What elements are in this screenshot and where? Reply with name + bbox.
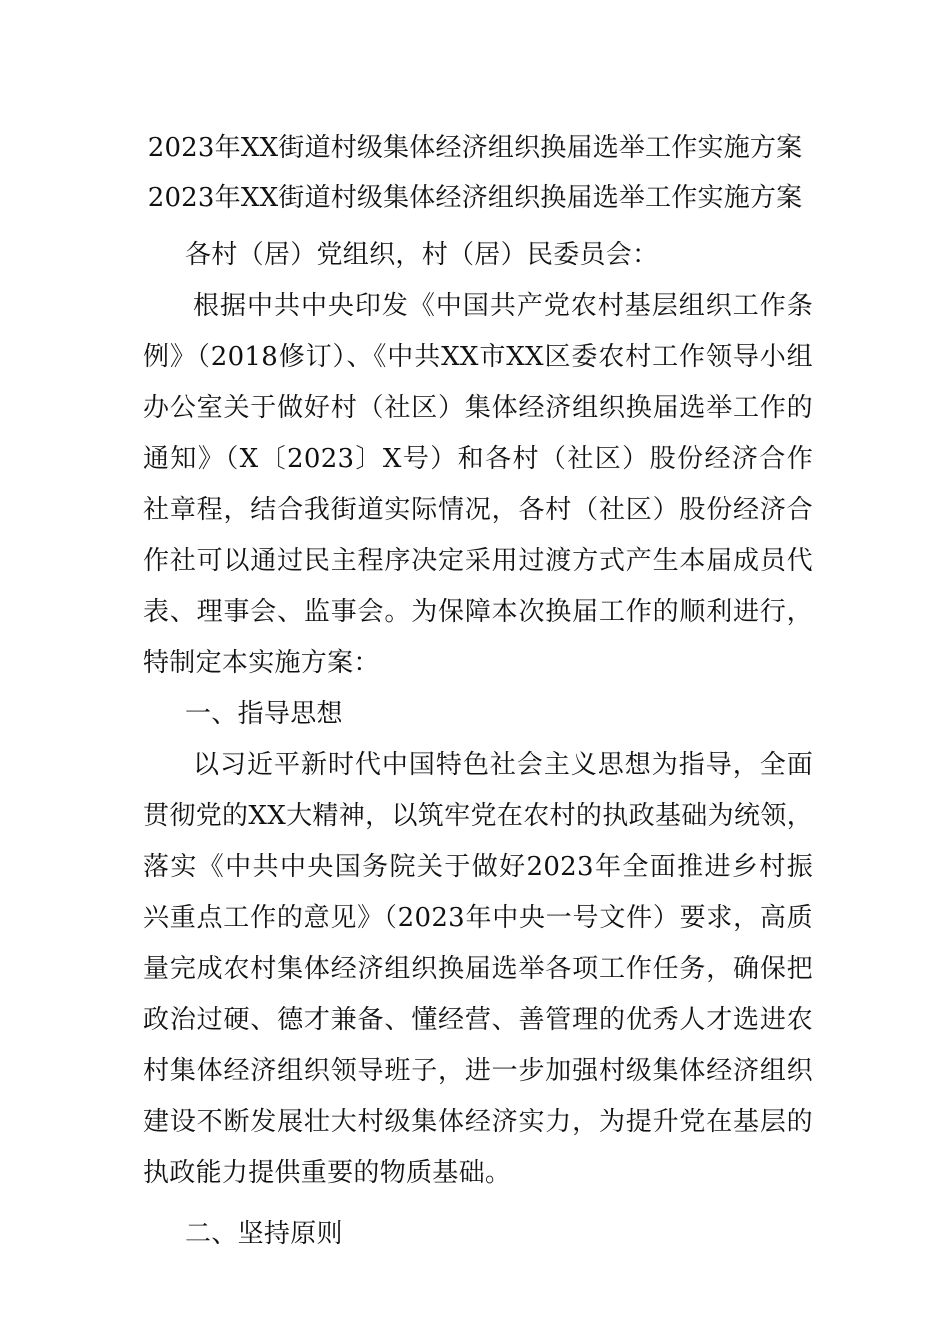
salutation: 各村（居）党组织，村（居）民委员会： (185, 240, 659, 270)
document-title: 2023年XX街道村级集体经济组织换届选举工作实施方案 (147, 133, 803, 163)
section-heading-guiding-ideology: 一、指导思想 (185, 699, 343, 729)
section-heading-principles: 二、坚持原则 (185, 1219, 343, 1249)
document-title-repeat: 2023年XX街道村级集体经济组织换届选举工作实施方案 (147, 183, 803, 213)
paragraph-intro: 根据中共中央印发《中国共产党农村基层组织工作条例》（2018修订）、《中共XX市XX区委农村工作领导小组办公室关于做好村（社区）集体经济组织换届选举工作的通知》（X〔2023〕X号）和各村（社区）股份经济合作社章程，结合我街道实际情况，各村（社区）股份经济合作社可以通过民主程序决定采用过渡方式产生本届成员代表、理事会、监事会。为保障本次换届工作的顺利进行，特制定本实施方案： (143, 291, 813, 678)
paragraph-guiding-ideology: 以习近平新时代中国特色社会主义思想为指导，全面贯彻党的XX大精神，以筑牢党在农村的执政基础为统领，落实《中共中央国务院关于做好2023年全面推进乡村振兴重点工作的意见》（2023年中央一号文件）要求，高质量完成农村集体经济组织换届选举各项工作任务，确保把政治过硬、德才兼备、懂经营、善管理的优秀人才选进农村集体经济组织领导班子，进一步加强村级集体经济组织建设不断发展壮大村级集体经济实力，为提升党在基层的执政能力提供重要的物质基础。 (143, 750, 813, 1188)
document-body (143, 230, 813, 1260)
